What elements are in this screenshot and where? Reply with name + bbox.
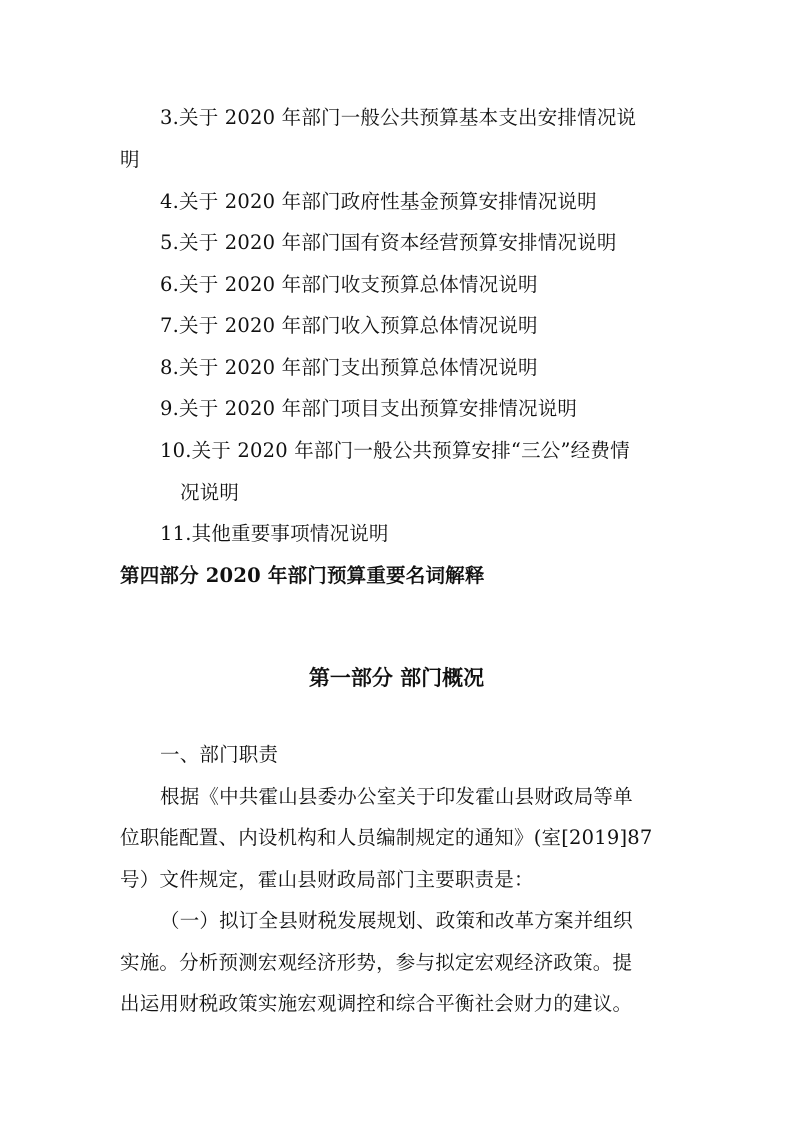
paragraph-2-line-3: 出运用财税政策实施宏观调控和综合平衡社会财力的建议。 <box>120 992 633 1015</box>
section-title: 第一部分 部门概况 <box>308 665 485 690</box>
toc-item-4: 4.关于 2020 年部门政府性基金预算安排情况说明 <box>160 190 597 213</box>
toc-item-3-line-1: 3.关于 2020 年部门一般公共预算基本支出安排情况说 <box>160 106 637 129</box>
paragraph-1-line-3: 号）文件规定，霍山县财政局部门主要职责是： <box>120 868 534 891</box>
toc-item-6: 6.关于 2020 年部门收支预算总体情况说明 <box>160 273 538 296</box>
paragraph-2-line-2: 实施。分析预测宏观经济形势，参与拟定宏观经济政策。提 <box>120 951 633 974</box>
toc-item-3-line-2: 明 <box>120 148 140 171</box>
toc-item-9: 9.关于 2020 年部门项目支出预算安排情况说明 <box>160 397 578 420</box>
toc-part-4-heading: 第四部分 2020 年部门预算重要名词解释 <box>120 564 485 587</box>
paragraph-1-line-1: 根据《中共霍山县委办公室关于印发霍山县财政局等单 <box>160 785 633 808</box>
toc-item-5: 5.关于 2020 年部门国有资本经营预算安排情况说明 <box>160 231 617 254</box>
toc-item-10-line-1: 10.关于 2020 年部门一般公共预算安排“三公”经费情 <box>160 439 630 462</box>
toc-item-8: 8.关于 2020 年部门支出预算总体情况说明 <box>160 356 538 379</box>
section-heading-duties: 一、部门职责 <box>160 743 279 766</box>
toc-item-11: 11.其他重要事项情况说明 <box>160 522 389 545</box>
paragraph-1-line-2: 位职能配置、内设机构和人员编制规定的通知》(室[2019]87 <box>120 826 653 849</box>
toc-item-7: 7.关于 2020 年部门收入预算总体情况说明 <box>160 314 538 337</box>
toc-item-10-line-2: 况说明 <box>180 481 240 504</box>
paragraph-2-line-1: （一）拟订全县财税发展规划、政策和改革方案并组织 <box>160 909 633 932</box>
